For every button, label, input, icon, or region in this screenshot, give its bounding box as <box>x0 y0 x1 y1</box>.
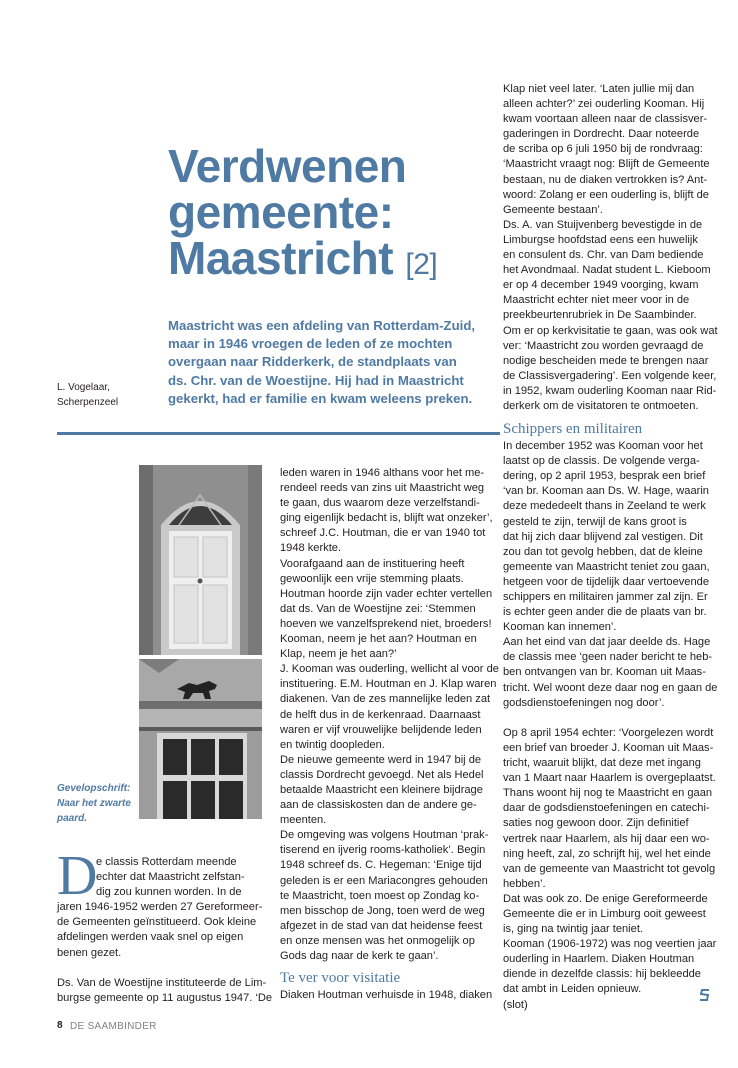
body-line: hoeven we vanzelfsprekend niet, broeders! <box>280 617 492 630</box>
body-line: schreef J.C. Houtman, die er van 1940 tot <box>280 527 486 540</box>
body-line: in 1952, kwam ouderling Kooman naar Rid- <box>503 384 717 397</box>
body-line: een brief van broeder J. Kooman uit Maas- <box>503 741 714 754</box>
body-column-3 <box>503 82 718 1013</box>
body-line: en consulent ds. Chr. van Dam bediende <box>503 249 704 262</box>
article-title <box>168 140 468 288</box>
body-line: de classis mee ‘geen nader bericht te heb- <box>503 651 713 664</box>
body-line: 1948 kerkte. <box>280 542 342 555</box>
body-line: 1948 schreef ds. C. Hegeman: ‘Enige tijd <box>280 859 482 872</box>
body-line: Op 8 april 1954 echter: ‘Voorgelezen wordt <box>503 726 714 739</box>
body-line: ‘van br. Kooman aan Ds. W. Hage, waarin <box>503 485 709 498</box>
body-line: is, ging na twintig jaar teniet. <box>503 923 643 936</box>
body-line: schippers en militairen jammer zal zijn. Er <box>503 591 708 603</box>
body-line: leden waren in 1946 althans voor het me- <box>280 467 485 479</box>
lead-line: gekerkt, had er familie en kwam weleens preken. <box>168 390 473 406</box>
body-line: diende in dezelfde classis: hij bekleedde <box>503 968 701 981</box>
body-line: van de gemeente van Maastricht tot gevolg <box>503 862 716 875</box>
body-line: bestaan, nu de diaken vertrokken is? Ant- <box>503 173 708 186</box>
body-line: echter dat Maastricht zelfstan- <box>96 871 245 884</box>
body-line: Kooman kan innemen’. <box>503 621 617 634</box>
body-line: dat ambt in Leiden opnieuw. <box>503 983 642 996</box>
section-heading: Schippers en militairen <box>503 421 643 438</box>
body-line: Houtman hoorde zijn vader echter vertellen <box>280 587 493 600</box>
title-line-text: Maastricht <box>168 232 394 284</box>
body-line: jaren 1946-1952 werden 27 Gereformeer- <box>57 901 263 914</box>
section-rule <box>57 432 500 435</box>
body-line: dat ds. Van de Woestijne zei: ‘Stemmen <box>280 602 476 615</box>
body-line: Klap, neem je het aan?’ <box>280 648 397 661</box>
body-line: derkerk om de visitatoren te ontmoeten. <box>503 399 699 412</box>
body-line: en twintig doopleden. <box>280 738 385 751</box>
facade-horse-image <box>139 659 262 819</box>
body-line: Gemeente bestaan’. <box>503 203 603 216</box>
body-line: te gaan, dus waarom deze verzelfstandi- <box>280 497 480 510</box>
lead-line: Maastricht was een afdeling van Rotterdam-Zuid, <box>168 318 476 333</box>
body-line: dat hij zich daar blijvend zal vestigen. Dit <box>503 530 703 543</box>
title-line: Verdwenen <box>168 140 407 192</box>
body-line: waren er vijf vrouwelijke belijdende leden <box>280 723 482 736</box>
body-line: daar de godsdienstoefeningen en catechi- <box>503 802 710 815</box>
lead-line: maar in 1946 vroegen de leden of ze mochten <box>168 336 453 352</box>
body-line: Limburgse hoofdstad eens een huwelijk <box>503 233 698 246</box>
body-line: de helft dus in de kerkenraad. Daarnaast <box>280 708 481 721</box>
body-line: het Avondmaal. Nadat student L. Kieboom <box>503 264 711 277</box>
body-line: tiserend en ijverig rooms-katholiek’. Begin <box>280 844 486 857</box>
body-line: gewoonlijk een vrije stemming plaats. <box>280 572 464 585</box>
body-line: gaderingen in Dordrecht. Daar noteerde <box>503 128 700 141</box>
body-line: vertrek naar Haarlem, als hij daar een wo- <box>503 832 710 845</box>
body-line: Gods dag naar de kerk te gaan’. <box>280 950 439 962</box>
body-line: diakenen. Van de zes mannelijke leden zat <box>280 693 491 706</box>
title-line: gemeente: <box>168 186 394 238</box>
body-line: te Maastricht, toen moest op Zondag ko- <box>280 889 480 902</box>
body-line: classis Dordrecht gevoegd. Net als Hedel <box>280 768 484 781</box>
body-line: alleen achter?’ zei ouderling Kooman. Hij <box>503 98 705 111</box>
body-line: Kooman, neem je het aan? Houtman en <box>280 633 477 646</box>
title-part: [2] <box>405 248 438 281</box>
body-line: dering, op 2 april 1953, besprak een brief <box>503 470 706 483</box>
body-line: hetgeen voor de tijdelijk daar vertoevende <box>503 575 709 588</box>
section-heading: Te ver voor visitatie <box>280 970 401 987</box>
caption-line: paard. <box>57 813 88 824</box>
body-line: meenten. <box>280 814 327 827</box>
publication-name: DE SAAMBINDER <box>70 1021 157 1032</box>
body-line: dig zou kunnen worden. In de <box>96 886 242 899</box>
caption-line: Naar het zwarte <box>57 798 131 809</box>
body-line: aan de classiskosten dan de andere ge- <box>280 799 477 812</box>
body-line: Diaken Houtman verhuisde in 1948, diaken <box>280 989 493 1002</box>
body-line: kwam voortaan alleen naar de classisver- <box>503 113 708 126</box>
body-line: burgse gemeente op 11 augustus 1947. ‘De <box>57 991 273 1004</box>
body-line: afdelingen werden vaak snel op eigen <box>57 931 244 944</box>
body-line: (slot) <box>503 998 528 1011</box>
body-line: saties nog gewoon door. Zijn definitief <box>503 817 689 830</box>
body-line: er op 4 december 1949 voorging, kwam <box>503 279 699 292</box>
body-line: deze mededeelt thans in Zeeland te werk <box>503 500 706 513</box>
lead-line: ds. Chr. van de Woestijne. Hij had in Maastricht <box>168 372 464 388</box>
photo-door <box>139 465 262 655</box>
body-line: de scriba op 6 juli 1950 bij de rondvraag: <box>503 143 703 156</box>
door-image <box>139 465 262 655</box>
body-line: ‘Maastricht vraagt nog: Blijft de Gemeente <box>503 158 710 171</box>
body-line: Voorafgaand aan de instituering heeft <box>280 557 465 570</box>
photo-caption <box>57 781 131 826</box>
body-line: De omgeving was volgens Houtman ‘prak- <box>280 829 489 842</box>
body-line: ben ontvangen van br. Kooman uit Maas- <box>503 666 706 679</box>
body-line: rendeel reeds van zins uit Maastricht weg <box>280 482 485 495</box>
body-line: woord: Zolang er een ouderling is, blijft de <box>503 188 709 201</box>
body-line: instituering. E.M. Houtman en J. Klap waren <box>280 678 497 691</box>
body-line: Aan het eind van dat jaar deelde ds. Hage <box>503 636 711 649</box>
photo-facade-horse <box>139 659 262 819</box>
body-line: Dat was ook zo. De enige Gereformeerde <box>503 892 708 905</box>
body-line: Ds. A. van Stuijvenberg bevestigde in de <box>503 218 703 231</box>
body-line: In december 1952 was Kooman voor het <box>503 440 703 453</box>
body-line: laatst op de classis. De volgende verga- <box>503 455 700 468</box>
paragraph-gap <box>503 711 713 726</box>
body-line: ging eigenlijk bedacht is, blijft wat onzeker’, <box>280 512 493 525</box>
body-line: betaalde Maastricht een kleinere bijdrage <box>280 783 483 796</box>
lead-line: overgaan naar Ridderkerk, de standplaats van <box>168 354 457 370</box>
author-location: Scherpenzeel <box>57 397 119 408</box>
author-name: L. Vogelaar, <box>57 382 110 393</box>
body-line: preekbeurtenrubriek in De Saambinder. <box>503 309 697 322</box>
body-line: geleden is er een Mariacongres gehouden <box>280 874 488 887</box>
body-line: gemeente van Maastricht teniet zou gaan, <box>503 560 710 573</box>
body-line: nodige bescheiden mede te brengen naar <box>503 354 709 367</box>
article-lead <box>168 317 476 408</box>
body-line: Kooman (1906-1972) was nog veertien jaar <box>503 938 717 951</box>
body-line: Ds. Van de Woestijne instituteerde de Lim- <box>57 976 267 989</box>
body-line: en onze mensen was het onmogelijk op <box>280 934 475 947</box>
body-line: tricht. Wel woont deze daar nog en gaan de <box>503 681 718 694</box>
body-line: is echter geen ander die de plaats van br. <box>503 606 707 619</box>
body-line: tricht, waaruit blijkt, dat deze met ingang <box>503 757 701 770</box>
body-line: men bisschop de Jong, toen werd de weg <box>280 904 485 917</box>
page-number: 8 <box>57 1020 63 1031</box>
body-line: hebben’. <box>503 877 546 890</box>
body-line: godsdienstoefeningen nog door’. <box>503 696 665 709</box>
body-line: ouderling in Haarlem. Diaken Houtman <box>503 953 695 966</box>
saambinder-s-icon <box>700 988 710 1000</box>
body-line: gesteld te zijn, terwijl de kans groot is <box>503 515 687 528</box>
body-column-2 <box>280 466 499 1003</box>
body-line: zou dan tot gevolg hebben, dat de kleine <box>503 545 703 558</box>
body-line: ning heeft, zal, zo schrijft hij, wel het einde <box>503 847 711 860</box>
body-line: benen gezet. <box>57 946 122 959</box>
body-line: Klap niet veel later. ‘Laten jullie mij dan <box>503 83 695 95</box>
body-line: ver: ‘Maastricht zou worden gevraagd de <box>503 339 704 352</box>
body-line: de Gemeenten geïnstitueerd. Ook kleine <box>57 916 257 929</box>
body-line: Maastricht echter niet meer voor in de <box>503 294 690 307</box>
paragraph-gap <box>57 961 262 976</box>
drop-cap: D <box>57 845 98 907</box>
body-line: Gemeente die er in Limburg ooit geweest <box>503 907 706 920</box>
body-line: J. Kooman was ouderling, wellicht al voor de <box>280 663 499 676</box>
body-line: e classis Rotterdam meende <box>96 856 237 868</box>
body-line: Om er op kerkvisitatie te gaan, was ook wat <box>503 324 718 337</box>
title-line <box>168 232 468 288</box>
author-byline <box>57 380 118 410</box>
body-column-1 <box>57 855 273 1006</box>
body-line: Thans woont hij nog te Maastricht en gaan <box>503 787 713 800</box>
caption-line: Gevelopschrift: <box>57 783 131 794</box>
body-line: van 1 Maart naar Haarlem is overgeplaatst. <box>503 772 716 785</box>
body-line: afgezet in de stad van dat heidense feest <box>280 919 483 932</box>
body-line: de Classisvergadering’. Een volgende keer, <box>503 369 717 382</box>
body-line: De nieuwe gemeente werd in 1947 bij de <box>280 753 482 766</box>
